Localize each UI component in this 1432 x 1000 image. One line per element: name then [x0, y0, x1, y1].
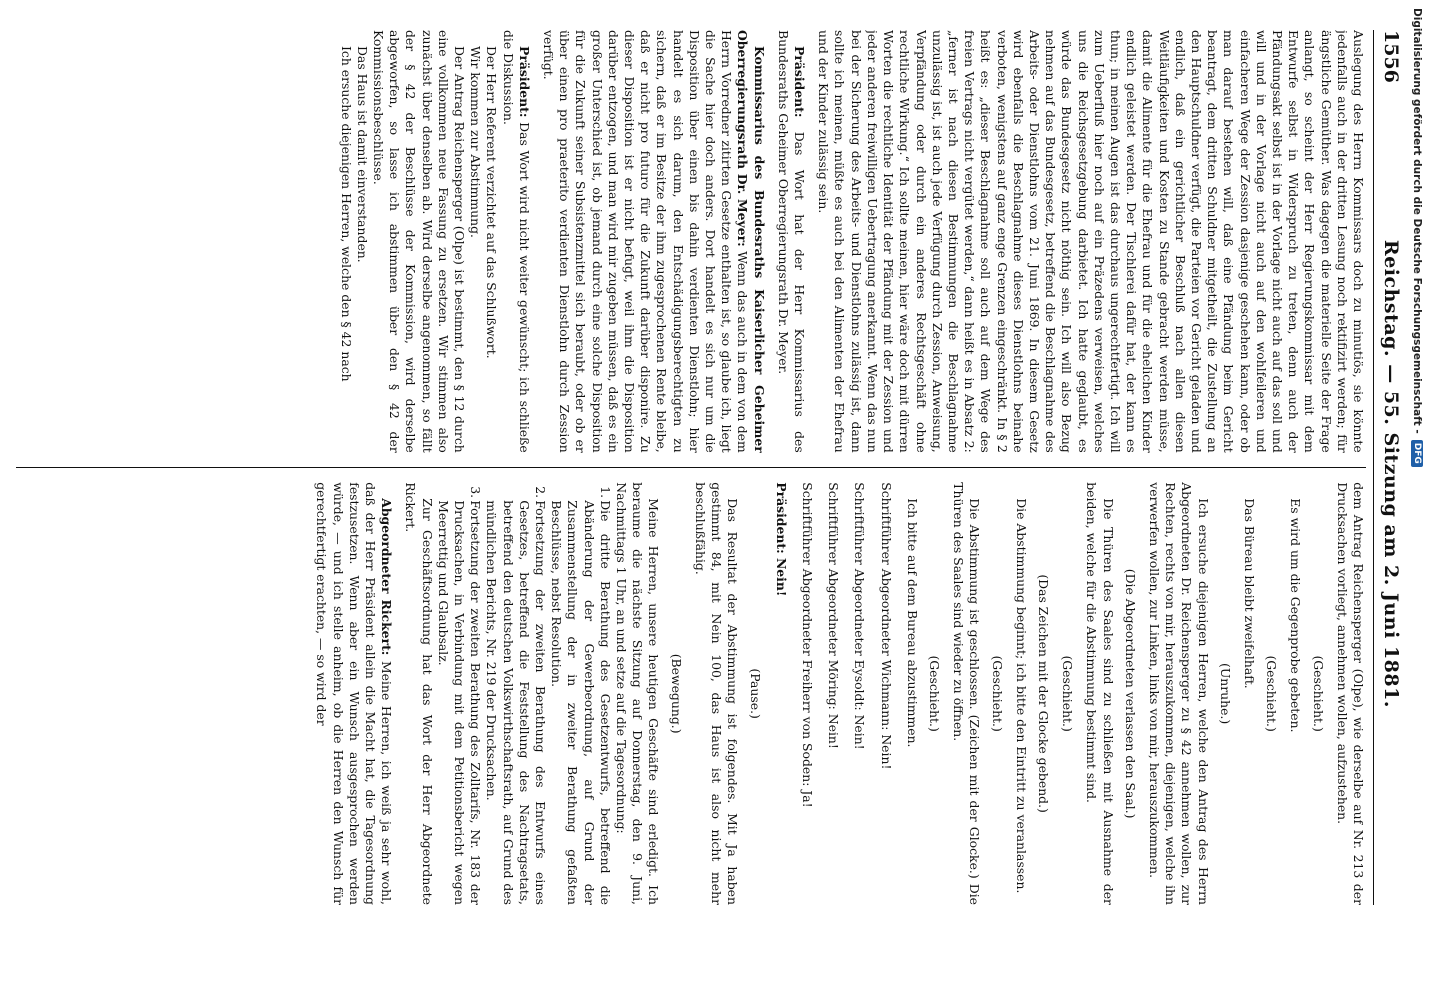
stage-direction: (Unruhe.) — [1217, 663, 1233, 725]
stage-direction: (Pause.) — [747, 668, 763, 719]
paragraph — [313, 482, 394, 905]
vote-line: Präsident: Nein! — [773, 482, 789, 597]
speaker-label: Kommissarius des Bundesraths Kaiserlicher Geheimer Oberregierungsrath Dr. Meyer: — [735, 30, 767, 453]
paragraph: Der Antrag Reichensperger (Olpe) ist bestimmt, den § 12 durch eine vollkommen neue Fassung zu ersetzen. Wir stimmen also zunächst über denselben ab. Wird derselbe angenommen, so fällt der § 42 der Beschlüsse der Kommission, wird derselbe abgeworfen, so lasse ich abstimmen über den § 42 der Kommissionsbeschlüsse. — [371, 30, 468, 453]
paragraph: Ich ersuche diejenigen Herren, welche den § 42 nach — [338, 46, 354, 382]
stage-direction: (Das Zeichen mit der Glocke gebend.) — [1035, 574, 1051, 813]
paragraph: Das Resultat der Abstimmung ist folgendes. Mit Ja haben gestimmt 84, mit Nein 100, das Haus ist also nicht mehr beschlußfähig. — [692, 482, 741, 905]
two-column-body — [16, 30, 1366, 905]
speaker-label: Präsident: — [516, 46, 532, 118]
agenda-item — [483, 486, 549, 905]
paragraph — [499, 30, 531, 453]
stage-direction: (Geschieht.) — [1264, 655, 1280, 732]
vote-line: Schriftführer Abgeordneter Wichmann: Nein! — [878, 482, 894, 770]
left-column — [16, 30, 1366, 467]
paragraph: Ich bitte auf dem Bureau abzustimmen. — [904, 498, 920, 748]
speech-text: Wenn das auch in dem von dem Herrn Vorredner zitirten Gesetze enthalten ist, so glaube ich, liegt die Sache hier doch anders. Dort handelt es sich nur um die Disposition über einen bis dahin verdienten Dienstlohn; hier handelt es sich darum, den Entschädigungsberechtigten zu sichern, daß er im Besitze der ihm zugesprochenen Rente bleibe, daß er nicht pro futuro für die Zukunft darüber disponire. Zu dieser Disposition ist er nicht befugt, weil ihm die Disposition darüber entzogen, und man wird mir zugeben müssen, daß es ein großer Unterschied ist, ob jemand durch eine solche Disposition für die Zukunft seiner Subsistenzmittel sich beraubt, oder ob er über einen pro praeterito verdienten Dienstlohn durch Zession verfügt. — [541, 30, 751, 453]
paragraph: dem Antrag Reichensperger (Olpe), wie derselbe auf Nr. 213 der Drucksachen vorliegt, annehmen wollen, aufzustehen. — [1334, 482, 1366, 905]
paragraph: Das Haus ist damit einverstanden. — [354, 46, 370, 263]
right-column — [16, 468, 1366, 905]
speaker-label: Präsident: — [792, 46, 808, 118]
running-head — [1373, 30, 1408, 905]
speech-text: Meine Herren, ich weiß ja sehr wohl, daß der Herr Präsident allein die Macht hat, die Tagesordnung festzusetzen. Wenn aber ein Wunsch ausgesprochen werden würde, — und ich stelle anheim, ob die Herren den Wunsch für gerechtfertigt erachten, — so wird der — [314, 482, 395, 905]
spacer — [532, 30, 540, 453]
stage-direction: (Bewegung.) — [668, 653, 684, 734]
paragraph — [775, 30, 807, 453]
agenda-item — [435, 486, 484, 905]
agenda-item-number: 2. — [533, 486, 549, 499]
paragraph: Der Herr Referent verzichtet auf das Schlußwort. — [484, 46, 500, 359]
speech-text: Das Wort wird nicht weiter gewünscht; ich schließe die Diskussion. — [500, 30, 532, 453]
vote-line: Schriftführer Abgeordneter Eysoldt: Nein! — [852, 482, 868, 750]
stage-direction: (Geschieht.) — [926, 655, 942, 732]
agenda-item — [548, 486, 613, 905]
agenda-item-text: Fortsetzung der zweiten Berathung des Entwurfs eines Gesetzes, betreffend die Feststellung des Nachtragsetats, betreffend den deutschen Volkswirthschaftsrath, auf Grund des mündlichen Berichts, Nr. 219 der Drucksachen. — [484, 500, 549, 905]
page-number: 1556 — [1380, 30, 1402, 83]
stage-direction: (Geschieht.) — [1060, 655, 1076, 732]
stage-direction: (Die Abgeordneten verlassen den Saal.) — [1122, 568, 1138, 819]
paragraph: Wir kommen zur Abstimmung. — [468, 46, 484, 238]
speaker-label: Abgeordneter Rickert: — [379, 498, 395, 656]
attribution-strip — [1404, 8, 1430, 992]
paragraph: Das Büreau bleibt zweifelhaft. — [1241, 498, 1257, 689]
stage-direction: (Geschieht.) — [1310, 655, 1326, 732]
agenda-item-number: 3. — [468, 486, 484, 499]
speech-text: Das Wort hat der Herr Kommissarius des Bundesraths Geheimer Oberregierungsrath Dr. Meyer. — [775, 30, 808, 453]
vote-line: Schriftführer Abgeordneter Möring: Nein! — [826, 482, 842, 749]
agenda-item-text: Fortsetzung der zweiten Berathung des Zolltarifs, Nr. 183 der Drucksachen, in Verbindung mit dem Petitionsbericht wegen Meerrettig und Glaubsalz. — [435, 500, 484, 905]
paragraph: Die Abstimmung ist geschlossen. (Zeichen mit der Glocke.) Die Thüren des Saales sind wieder zu öffnen. — [951, 482, 983, 905]
spacer — [807, 30, 815, 453]
paragraph: Zur Geschäftsordnung hat das Wort der Herr Abgeordnete Rickert. — [403, 482, 435, 905]
attribution-strip-inner — [1404, 8, 1430, 992]
page-title: Reichstag. — 55. Sitzung am 2. Juni 1881. — [1380, 239, 1402, 708]
paragraph: Die Thüren des Saales sind zu schließen mit Ausnahme der beiden, welche für die Abstimmung bestimmt sind. — [1084, 482, 1116, 905]
stage-direction: (Geschieht.) — [989, 655, 1005, 732]
paragraph: Es wird um die Gegenprobe gebeten. — [1288, 498, 1304, 733]
paragraph: Ich ersuche diejenigen Herren, welche den Antrag des Herrn Abgeordneten Dr. Reichensperger zu § 42 annehmen wollen, zur Rechten, rechts von mir, herauszukommen, diejenigen, welche ihn verwerfen wollen, zur Linken, links von mir, herauszukommen. — [1146, 482, 1211, 905]
spacer — [767, 30, 775, 453]
spacer — [394, 482, 402, 905]
paragraph: Auslegung des Herrn Kommissars doch zu minutiös, sie könnte jedenfalls auch in der dritten Lesung noch rektifizirt werden; für ängstliche Gemüther. Was dagegen die materielle Seite der Frage anlangt, so scheint der Herr Regierungskommissar mit dem Entwurfe selbst in Widerspruch zu treten, denn auch der Pfändungsakt selbst ist in der Vorlage nicht auch auf das soll und will und in der Vorlage nicht auch auf den wohlfeileren und einfacheren Wege der Zession dasjenige geschehen kann, oder ob man darauf bestehen will, daß eine Pfändung beim Gericht beantragt, dem dritten Schuldner mitgetheilt, die Zustellung an den Hauptschuldner verfügt, die Parteien vor Gericht geladen und endlich, daß ein gerichtlicher Beschluß nach allen diesen Weitläufigkeiten und Kosten zu Stande gebracht werden müsse, damit die Alimente für die Ehefrau und für die ehelichen Kinder endlich geleistet werden. Der Tischlerei dafür hat, der kann es thun; in meinen Augen ist das durchaus ungerechtfertigt. Ich will zum Ueberfluß hier noch auf ein Präzedens verweisen, welches uns die Reichsgesetzgebung darbietet. Ich hatte geglaubt, es würde das Bundesgesetz nicht nöthig sein. Ich will also Bezug nehmen auf das Bundesgesetz, betreffend die Beschlagnahme des Arbeits- oder Dienstlohns vom 21. Juni 1869. In diesem Gesetz wird ebenfalls die Beschlagnahme dieses Dienstlohns beinahe verboten, wenigstens auf ganz enge Grenzen eingeschränkt. In § 2 heißt es: „dieser Beschlagnahme soll auch auf dem Wege des freien Vertrags nicht vergütet werden,“ dann heißt es in Absatz 2: „ferner ist nach diesen Bestimmungen die Beschlagnahme unzulässig ist, ist auch jede Verfügung durch Zession, Anweisung, Verpfändung oder durch ein anderes Rechtsgeschäft ohne rechtliche Wirkung.“ Ich sollte meinen, hier wäre doch mit dürren Worten die rechtliche Identität der Pfändung mit der Zession und jeder anderen freiwilligen Uebertragung anerkannt. Wenn das nun bei der Sicherung des Arbeits- und Dienstlohns zulässig ist, dann sollte ich meinen, müßte es auch bei den Alimenten der Ehefrau und der Kinder zulässig sein. — [816, 30, 1366, 453]
vote-line: Schriftführer Abgeordneter Freiherr von Soden: Ja! — [799, 482, 815, 808]
agenda-item-number: 1. — [597, 486, 613, 499]
paragraph: Die Abstimmung beginnt; ich bitte den Eintritt zu veranlassen. — [1013, 498, 1029, 894]
paragraph — [540, 30, 767, 453]
agenda-item-text: Die dritte Berathung des Gesetzentwurfs, betreffend die Abänderung der Gewerbeordnung, auf Grund der Zusammenstellung der in zweiter Berathung gefaßten Beschlüsse, nebst Resolution. — [549, 500, 613, 905]
dfg-logo: DFG — [1411, 440, 1423, 467]
paragraph: Meine Herren, unsere heutigen Geschäfte sind erledigt. Ich beraume die nächste Sitzung auf Donnerstag, den 9. Juni, Nachmittags 1 Uhr, an und setze auf die Tagesordnung: — [614, 482, 662, 905]
attribution-text: Digitalisierung gefördert durch die Deutsche Forschungsgemeinschaft - — [1411, 8, 1423, 434]
